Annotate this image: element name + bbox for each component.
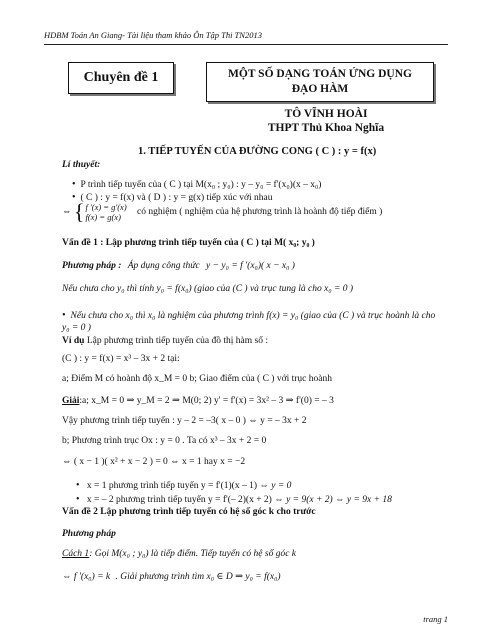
theory-bullet-1: • P trình tiếp tuyến của ( C ) tại M(x₀ ; y₀) : y – y₀ = f'(x₀)(x – x₀): [72, 179, 321, 190]
slope-equation: ⇔ f '(x₀) = k: [62, 572, 111, 582]
title-line-2: ĐẠO HÀM: [291, 83, 349, 95]
theory-label: Lí thuyết:: [62, 160, 101, 170]
solution-b-factor: ⇔ ( x − 1 )( x² + x − 2 ) = 0 ⇔ x = 1 hay x = −2: [62, 457, 246, 467]
root-2-result: ⇔ y = 9(x + 2) ⇔ y = 9x + 18: [274, 495, 392, 505]
author-name: TÔ VĨNH HOÀI: [284, 108, 368, 120]
type1-title: Vấn đề 1 : Lập phương trình tiếp tuyến của ( C ) tại M( x₀; y₀ ): [62, 238, 315, 248]
tangent-condition: [62, 199, 383, 224]
note-2-text: • Nếu chưa cho x₀ thì x₀ là nghiệm của phương trình f(x) = y₀ (giao của (C ) và trục hoành là cho: [62, 310, 435, 321]
equation-system: [73, 199, 127, 224]
way-1: [62, 549, 296, 559]
solution-a-result: Vậy phương trình tiếp tuyến : y – 2 = –3( x – 0 ) ⇔ y = – 3x + 2: [62, 416, 307, 426]
way-1-label: Cách 1: [62, 549, 90, 559]
tangent-formula: y − y₀ = f '(x₀)( x − x₀ ): [206, 261, 295, 271]
theory-bullet-2: • ( C ) : y = f(x) và ( D ) : y = g(x) tiếp xúc với nhau: [72, 192, 273, 203]
system-line-1: f '(x) = g'(x): [85, 202, 127, 212]
example-function: (C ) : y = f(x) = x³ – 3x + 2 tại:: [62, 354, 180, 364]
way-1-equation: [62, 571, 281, 582]
example-label: Ví dụ: [62, 336, 85, 346]
section-title: 1. TIẾP TUYẾN CỦA ĐƯỜNG CONG ( C ) : y = f(x): [138, 146, 377, 157]
example-parts: a; Điểm M có hoành độ x_M = 0 b; Giao điểm của ( C ) với trục hoành: [62, 374, 332, 384]
type2-title: Vấn đề 2 Lập phương trình tiếp tuyến có hệ số góc k cho trước: [62, 507, 316, 517]
solution-label: Giải: [62, 396, 80, 406]
root-2-text: x = – 2 phương trình tiếp tuyến y = f'(– 2)(x + 2): [86, 495, 272, 505]
title-box: [206, 62, 434, 102]
root-2: [76, 494, 392, 505]
equivalence-symbol: ⇔: [62, 207, 72, 218]
topic-box: [68, 62, 174, 94]
example-text: Lập phương trình tiếp tuyến của đồ thị hàm số :: [86, 336, 268, 346]
root-1: [76, 480, 291, 491]
header-rule: [44, 44, 448, 45]
way-1-text: : Gọi M(x₀ ; y₀) là tiếp điểm. Tiếp tuyến có hệ số góc k: [89, 549, 297, 559]
title-line-1: MỘT SỐ DẠNG TOÁN ỨNG DỤNG: [228, 68, 412, 80]
author-school: THPT Thủ Khoa Nghĩa: [267, 122, 385, 134]
page-header: HDBM Toán An Giang- Tài liệu tham khảo Ôn Tập Thi TN2013: [44, 30, 262, 40]
root-1-result: ⇔ y = 0: [259, 481, 292, 491]
type1-method: [62, 261, 295, 271]
page-number: trang 1: [423, 614, 448, 624]
topic-label: Chuyên đề 1: [83, 70, 159, 85]
method-label: Phương pháp :: [62, 261, 122, 271]
note-1-text: Nếu chưa cho y₀ thì tính y₀ = f(x₀) (giao của (C ) và trục tung là cho: [62, 284, 322, 294]
slope-equation-tail: . Giải phương trình tìm x₀ ∈ D ⇒ y₀ = f(x₀): [115, 572, 281, 582]
method-text: Áp dụng công thức: [127, 261, 200, 271]
left-brace: {: [73, 199, 85, 224]
root-1-text: x = 1 phương trình tiếp tuyến y = f'(1)(x – 1): [86, 481, 257, 491]
system-line-2: f(x) = g(x): [85, 212, 121, 222]
note-2-condition: y₀ = 0 ): [62, 323, 91, 333]
solution-a-text: :a; x_M = 0 ⇒ y_M = 2 ⇒ M(0; 2) y' = f'(x) = 3x² – 3 ⇒ f'(0) = – 3: [79, 396, 334, 406]
system-note: có nghiệm ( nghiệm của hệ phương trình là hoành độ tiếp điểm ): [137, 207, 383, 218]
solution-a: [62, 395, 334, 406]
type2-method-label: Phương pháp: [62, 529, 116, 539]
solution-b: b; Phương trình trục Ox : y = 0 . Ta có x³ – 3x + 2 = 0: [62, 436, 267, 446]
note-1-condition: x₀ = 0 ): [324, 284, 354, 294]
note-1: [62, 284, 353, 294]
example-line: [62, 336, 268, 346]
